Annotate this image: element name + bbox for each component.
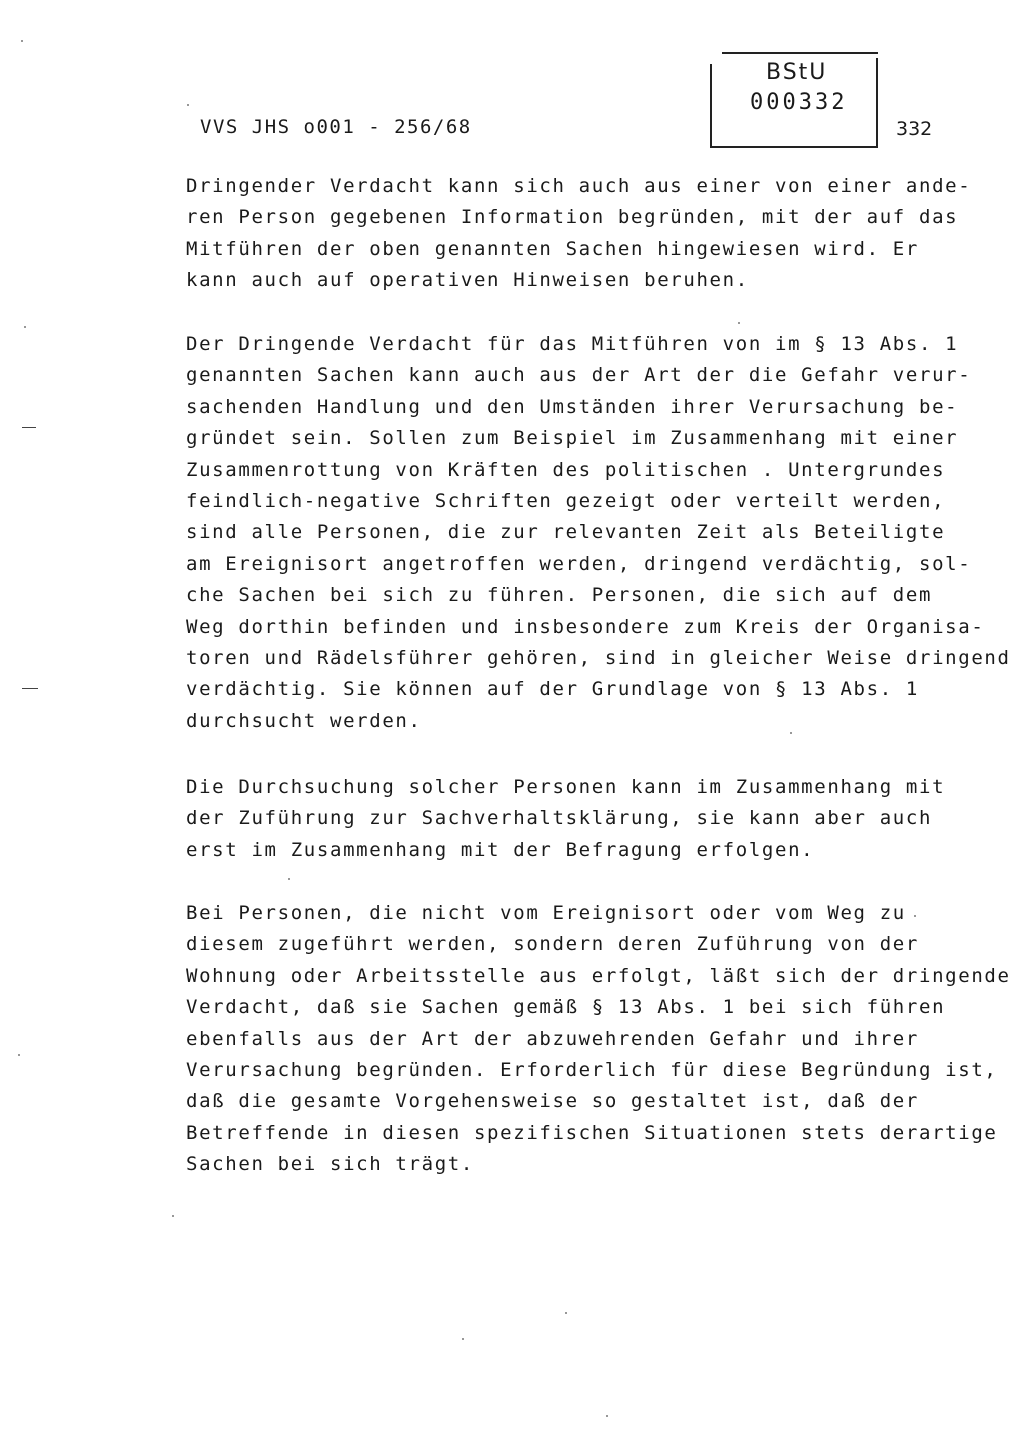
text-line: diesem zugeführt werden, sondern deren Zuführung von der <box>186 933 919 956</box>
archive-stamp <box>708 52 878 148</box>
scan-speck <box>288 878 290 880</box>
page-number: 332 <box>896 118 933 140</box>
text-line: Weg dorthin befinden und insbesondere zum Kreis der Organisa- <box>186 615 985 638</box>
text-line: kann auch auf operativen Hinweisen beruhen. <box>186 269 749 292</box>
text-line: genannten Sachen kann auch aus der Art der die Gefahr verur- <box>186 364 972 387</box>
text-line: Zusammenrottung von Kräften des politischen . Untergrundes <box>186 458 946 481</box>
text-line: Betreffende in diesen spezifischen Situationen stets derartige <box>186 1121 998 1144</box>
scan-speck <box>462 1338 464 1340</box>
scan-speck <box>565 1312 567 1314</box>
text-line: Dringender Verdacht kann sich auch aus einer von einer ande- <box>186 175 972 197</box>
text-line: Bei Personen, die nicht vom Ereignisort oder vom Weg zu <box>186 902 906 924</box>
text-line: Der Dringende Verdacht für das Mitführen von im § 13 Abs. 1 <box>186 333 959 355</box>
stamp-border-right <box>876 58 878 148</box>
text-line: Verdacht, daß sie Sachen gemäß § 13 Abs. 1 bei sich führen <box>186 996 946 1019</box>
text-line: gründet sein. Sollen zum Beispiel im Zusammenhang mit einer <box>186 427 959 450</box>
text-line: che Sachen bei sich zu führen. Personen, die sich auf dem <box>186 584 933 607</box>
paragraph-3 <box>186 772 996 866</box>
scan-speck <box>18 1054 20 1056</box>
text-line: daß die gesamte Vorgehensweise so gestaltet ist, daß der <box>186 1090 919 1113</box>
text-line: erst im Zusammenhang mit der Befragung erfolgen. <box>186 838 815 861</box>
margin-mark <box>22 688 38 689</box>
scan-speck <box>790 732 792 734</box>
text-line: Die Durchsuchung solcher Personen kann im Zusammenhang mit <box>186 776 946 798</box>
margin-mark <box>22 427 36 428</box>
scan-speck <box>606 1415 608 1417</box>
text-line: sind alle Personen, die zur relevanten Zeit als Beteiligte <box>186 521 946 544</box>
scan-speck <box>914 915 916 917</box>
text-line: der Zuführung zur Sachverhaltsklärung, sie kann aber auch <box>186 807 933 830</box>
text-line: Sachen bei sich trägt. <box>186 1153 474 1176</box>
stamp-border-top <box>722 52 878 54</box>
text-line: feindlich-negative Schriften gezeigt oder verteilt werden, <box>186 489 946 512</box>
text-line: toren und Rädelsführer gehören, sind in gleicher Weise dringend <box>186 646 1011 669</box>
scan-speck <box>738 322 740 324</box>
stamp-border-left <box>710 64 712 146</box>
paragraph-1 <box>186 171 996 297</box>
stamp-border-bottom <box>710 146 878 148</box>
document-reference: VVS JHS o001 - 256/68 <box>200 116 472 138</box>
text-line: ren Person gegebenen Information begründen, mit der auf das <box>186 206 959 229</box>
text-line: Wohnung oder Arbeitsstelle aus erfolgt, läßt sich der dringende <box>186 964 1011 987</box>
text-line: Verursachung begründen. Erforderlich für diese Begründung ist, <box>186 1058 998 1081</box>
scan-speck <box>187 104 189 106</box>
scan-speck <box>21 40 23 42</box>
text-line: durchsucht werden. <box>186 709 422 732</box>
text-line: am Ereignisort angetroffen werden, dringend verdächtig, sol- <box>186 552 972 575</box>
text-line: Mitführen der oben genannten Sachen hingewiesen wird. Er <box>186 237 919 260</box>
text-line: sachenden Handlung und den Umständen ihrer Verursachung be- <box>186 395 959 418</box>
scan-speck <box>24 326 26 328</box>
paragraph-2 <box>186 329 1011 737</box>
stamp-agency: BStU <box>766 60 828 85</box>
scan-speck <box>172 1215 174 1217</box>
text-line: ebenfalls aus der Art der abzuwehrenden Gefahr und ihrer <box>186 1027 919 1050</box>
stamp-number: 000332 <box>750 90 848 115</box>
text-line: verdächtig. Sie können auf der Grundlage von § 13 Abs. 1 <box>186 678 919 701</box>
paragraph-4 <box>186 898 1011 1181</box>
